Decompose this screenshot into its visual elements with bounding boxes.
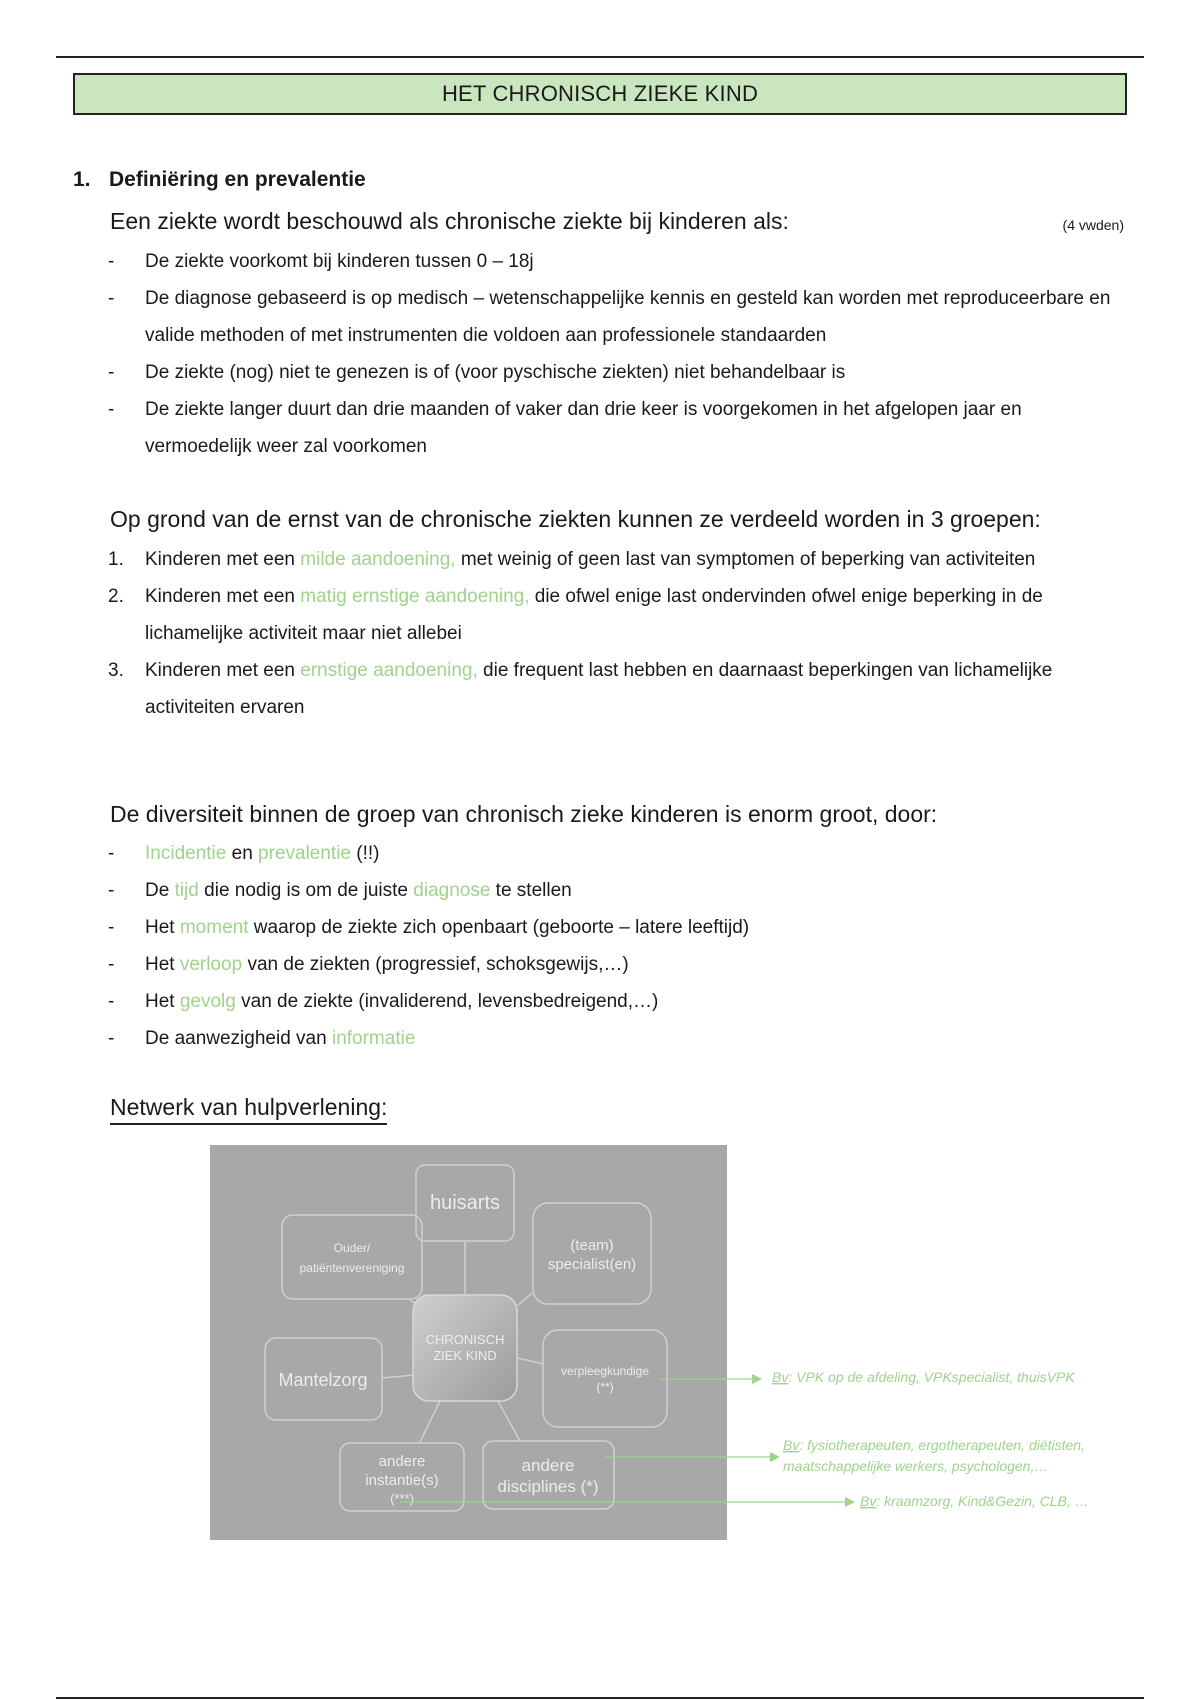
network-title: Netwerk van hulpverlening: [110,1094,387,1125]
diversity-intro: De diversiteit binnen de groep van chronisch zieke kinderen is enorm groot, door: [110,801,938,827]
node-label: CHRONISCH [425,1332,505,1347]
list-item: - Het moment waarop de ziekte zich openbaart (geboorte – latere leeftijd) [108,917,750,938]
annotation-1: Bv: VPK op de afdeling, VPKspecialist, thuisVPK [772,1369,1075,1385]
node-label: andere [378,1453,426,1470]
node-label: instantie(s) [365,1472,439,1489]
list-item: 1. Kinderen met een milde aandoening, met weinig of geen last van symptomen of beperking van activiteiten [108,549,1036,570]
annotation-2: Bv: fysiotherapeuten, ergotherapeuten, diëtisten, [783,1437,1085,1453]
node-label: (**) [596,1380,614,1394]
list-item: 2. Kinderen met een matig ernstige aandoening, die ofwel enige last ondervinden ofwel enige beperking in de lichamelijke activiteit maar niet allebei [108,586,1043,644]
node-label: andere [521,1456,575,1475]
criteria-note: (4 vwden) [1062,217,1124,233]
list-item: - Het verloop van de ziekten (progressief, schoksgewijs,…) [108,954,629,975]
node-label: ZIEK KIND [433,1348,497,1363]
annotation-3: Bv: kraamzorg, Kind&Gezin, CLB, … [860,1493,1089,1509]
list-item: - Het gevolg van de ziekte (invaliderend, levensbedreigend,…) [108,991,659,1012]
document-title: HET CHRONISCH ZIEKE KIND [73,73,1127,115]
criteria-intro: Een ziekte wordt beschouwd als chronische ziekte bij kinderen als: [110,208,789,234]
list-item: - De ziekte langer duurt dan drie maanden of vaker dan drie keer is voorgekomen in het afgelopen jaar en vermoedelijk weer zal voorkomen [108,399,1022,457]
node-label: patiëntenvereniging [299,1261,405,1275]
section-heading: 1. Definiëring en prevalentie [73,168,366,191]
node-label: disciplines (*) [497,1477,599,1496]
node-label: verpleegkundige [560,1364,650,1378]
node-label: (team) [570,1237,614,1254]
list-item: 3. Kinderen met een ernstige aandoening, die frequent last hebben en daarnaast beperkingen van lichamelijke activiteiten ervaren [108,660,1053,718]
list-item: - De aanwezigheid van informatie [108,1028,416,1049]
bottom-rule [56,1697,1144,1699]
list-item: - Incidentie en prevalentie (!!) [108,843,380,864]
node-label: (***) [390,1491,414,1506]
node-label: specialist(en) [547,1256,637,1273]
list-item: - De ziekte (nog) niet te genezen is of (voor pyschische ziekten) niet behandelbaar is [108,362,846,383]
node-label: Ouder/ [333,1241,371,1255]
node-label: huisarts [429,1192,501,1214]
list-item: - De ziekte voorkomt bij kinderen tussen 0 – 18j [108,251,534,272]
node-label: Mantelzorg [278,1370,368,1390]
annotation-2-line-2: maatschappelijke werkers, psychologen,… [783,1458,1049,1474]
groups-intro: Op grond van de ernst van de chronische ziekten kunnen ze verdeeld worden in 3 groepen: [110,506,1041,532]
list-item: - De diagnose gebaseerd is op medisch – wetenschappelijke kennis en gesteld kan worden met reproduceerbare en valide methoden of met instrumenten die voldoen aan professionele standaarden [108,288,1111,346]
list-item: - De tijd die nodig is om de juiste diagnose te stellen [108,880,572,901]
